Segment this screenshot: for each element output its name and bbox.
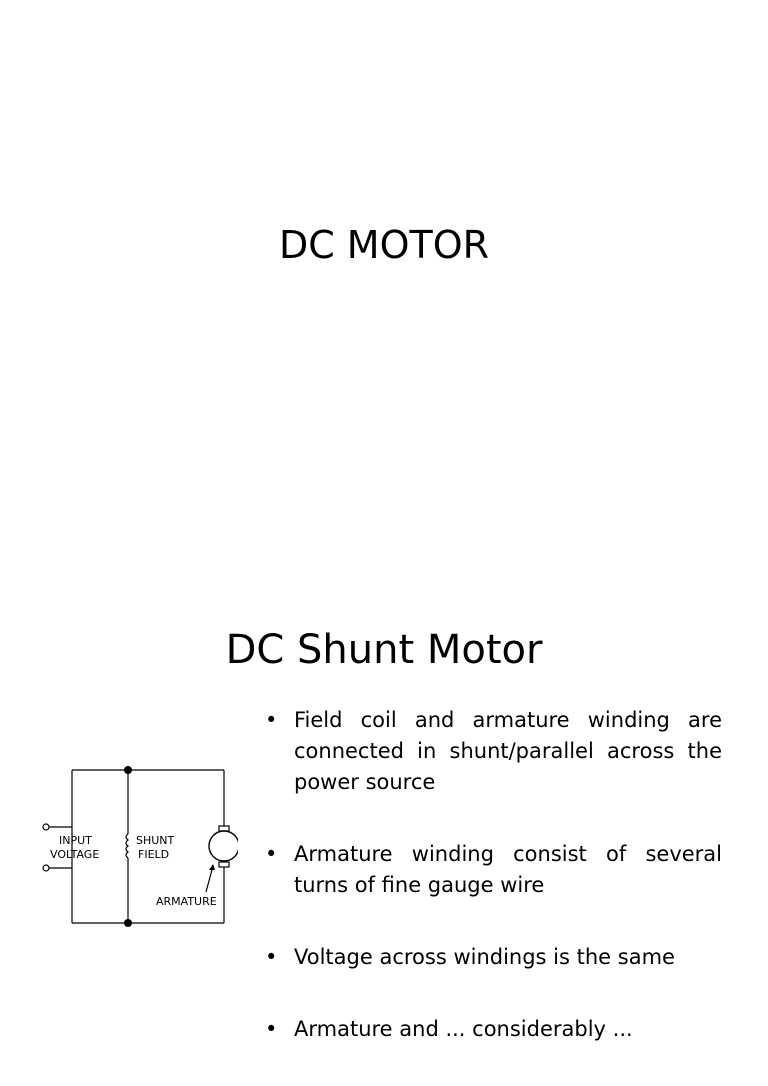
armature-label: ARMATURE — [156, 895, 217, 908]
bullet-text: Armature and ... considerably ... — [294, 1017, 633, 1041]
bullet-text: Armature winding consist of several turns of fine gauge wire — [294, 842, 722, 897]
slide-title: DC Shunt Motor — [225, 627, 543, 673]
bullet-item — [262, 942, 722, 973]
bullet-marker: • — [265, 945, 278, 969]
input-terminal-bottom — [43, 865, 49, 871]
slide-title: DC MOTOR — [278, 223, 490, 267]
input-label-line1: INPUT — [59, 834, 92, 847]
field-label-line1: SHUNT — [136, 834, 175, 847]
bullet-marker: • — [265, 842, 278, 866]
bullet-item — [262, 705, 722, 798]
input-label-line2: VOLTAGE — [50, 848, 100, 861]
bullet-text: Voltage across windings is the same — [294, 945, 675, 969]
shunt-field-coil — [126, 834, 128, 858]
shunt-motor-circuit-diagram — [38, 764, 238, 930]
bullet-text: Field coil and armature winding are connected in shunt/parallel across the power source — [294, 708, 722, 794]
armature-symbol — [209, 831, 238, 861]
bullet-marker: • — [265, 1017, 278, 1041]
input-terminal-top — [43, 824, 49, 830]
bullet-item — [262, 839, 722, 901]
bullet-list — [262, 705, 722, 1086]
bullet-marker: • — [265, 708, 278, 732]
bullet-item — [262, 1014, 722, 1045]
field-label-line2: FIELD — [138, 848, 170, 861]
